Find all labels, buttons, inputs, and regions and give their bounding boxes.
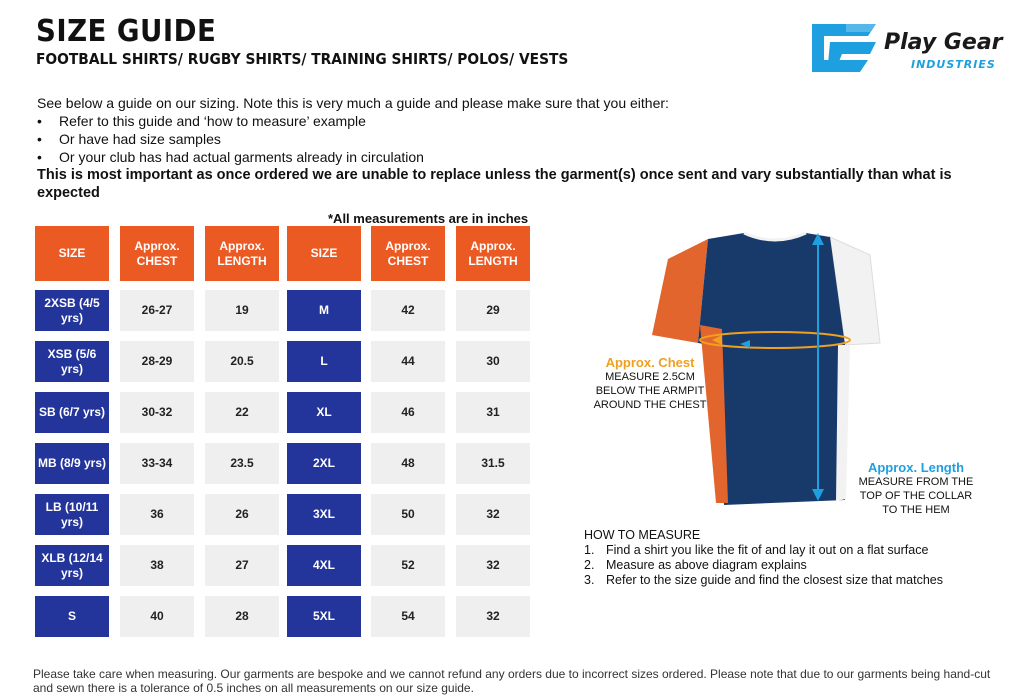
page-title: SIZE GUIDE — [36, 14, 217, 49]
measurement-cell: 32 — [456, 494, 530, 535]
size-cell: 4XL — [287, 545, 361, 586]
measurement-cell: 54 — [371, 596, 445, 637]
step-number: 2. — [584, 558, 595, 572]
size-cell: XLB (12/14 yrs) — [35, 545, 109, 586]
step-text: Measure as above diagram explains — [606, 558, 807, 572]
intro-bullet: • Or have had size samples — [37, 130, 1007, 148]
measurement-cell: 52 — [371, 545, 445, 586]
table-header: Approx. LENGTH — [205, 226, 279, 281]
important-note: This is most important as once ordered we are unable to replace unless the garment(s) once sent and vary substantially than what is expected — [37, 167, 952, 201]
table-header: Approx. CHEST — [120, 226, 194, 281]
intro-bullet: • Refer to this guide and ‘how to measure’ example — [37, 112, 1007, 130]
intro-bullets — [37, 112, 1007, 166]
howto-steps — [584, 543, 943, 588]
measurement-cell: 30 — [456, 341, 530, 382]
intro-text — [37, 94, 1007, 202]
step-text: Find a shirt you like the fit of and lay it out on a flat surface — [606, 543, 929, 557]
size-cell: LB (10/11 yrs) — [35, 494, 109, 535]
size-cell: 3XL — [287, 494, 361, 535]
chest-line: AROUND THE CHEST — [593, 399, 707, 411]
measurement-cell: 42 — [371, 290, 445, 331]
size-cell: SB (6/7 yrs) — [35, 392, 109, 433]
size-cell: M — [287, 290, 361, 331]
table-header: Approx. LENGTH — [456, 226, 530, 281]
page-subtitle: FOOTBALL SHIRTS/ RUGBY SHIRTS/ TRAINING SHIRTS/ POLOS/ VESTS — [36, 50, 569, 68]
measurement-cell: 31 — [456, 392, 530, 433]
chest-title: Approx. Chest — [605, 355, 695, 370]
measurement-cell: 40 — [120, 596, 194, 637]
intro-bullet: • Or your club has had actual garments already in circulation — [37, 148, 1007, 166]
howto-step — [584, 558, 943, 573]
brand-subtitle: INDUSTRIES — [911, 58, 996, 71]
measurement-cell: 27 — [205, 545, 279, 586]
howto-step — [584, 573, 943, 588]
length-label — [856, 461, 976, 517]
measurement-cell: 19 — [205, 290, 279, 331]
size-cell: XL — [287, 392, 361, 433]
measurement-cell: 50 — [371, 494, 445, 535]
size-cell: MB (8/9 yrs) — [35, 443, 109, 484]
howto-title: HOW TO MEASURE — [584, 528, 701, 542]
measurement-cell: 20.5 — [205, 341, 279, 382]
howto-step — [584, 543, 943, 558]
measurement-cell: 30-32 — [120, 392, 194, 433]
measurement-cell: 36 — [120, 494, 194, 535]
measurement-cell: 32 — [456, 545, 530, 586]
size-cell: L — [287, 341, 361, 382]
size-cell: 2XL — [287, 443, 361, 484]
size-cell: S — [35, 596, 109, 637]
measurement-cell: 29 — [456, 290, 530, 331]
measurement-cell: 38 — [120, 545, 194, 586]
length-line: TOP OF THE COLLAR — [859, 490, 973, 502]
table-header: SIZE — [287, 226, 361, 281]
step-text: Refer to the size guide and find the closest size that matches — [606, 573, 943, 587]
measurement-cell: 32 — [456, 596, 530, 637]
measurement-cell: 46 — [371, 392, 445, 433]
measurement-cell: 33-34 — [120, 443, 194, 484]
step-number: 1. — [584, 543, 595, 557]
size-cell: XSB (5/6 yrs) — [35, 341, 109, 382]
table-header: Approx. CHEST — [371, 226, 445, 281]
measurement-cell: 48 — [371, 443, 445, 484]
measurement-cell: 22 — [205, 392, 279, 433]
length-line: TO THE HEM — [882, 504, 950, 516]
brand-name: Play Gear — [884, 30, 1003, 55]
measurement-cell: 28 — [205, 596, 279, 637]
chest-label — [590, 356, 710, 412]
length-title: Approx. Length — [867, 460, 965, 475]
units-note: *All measurements are in inches — [328, 211, 529, 226]
chest-line: BELOW THE ARMPIT — [595, 385, 705, 397]
footer-disclaimer: Please take care when measuring. Our garments are bespoke and we cannot refund any orders due to incorrect sizes ordered. Please note that due to our garments being hand-cut and sewn there is a tolerance of 0.5 inches on all measurements on our size guide. — [33, 667, 991, 695]
measurement-cell: 26-27 — [120, 290, 194, 331]
measurement-cell: 26 — [205, 494, 279, 535]
chest-line: MEASURE 2.5CM — [605, 371, 695, 383]
intro-lead: See below a guide on our sizing. Note this is very much a guide and please make sure that you either: — [37, 95, 669, 111]
measurement-cell: 28-29 — [120, 341, 194, 382]
step-number: 3. — [584, 573, 595, 587]
length-line: MEASURE FROM THE — [858, 476, 974, 488]
measurement-cell: 23.5 — [205, 443, 279, 484]
table-header: SIZE — [35, 226, 109, 281]
measurement-cell: 31.5 — [456, 443, 530, 484]
size-cell: 2XSB (4/5 yrs) — [35, 290, 109, 331]
how-to-measure — [584, 528, 943, 588]
measurement-cell: 44 — [371, 341, 445, 382]
size-cell: 5XL — [287, 596, 361, 637]
